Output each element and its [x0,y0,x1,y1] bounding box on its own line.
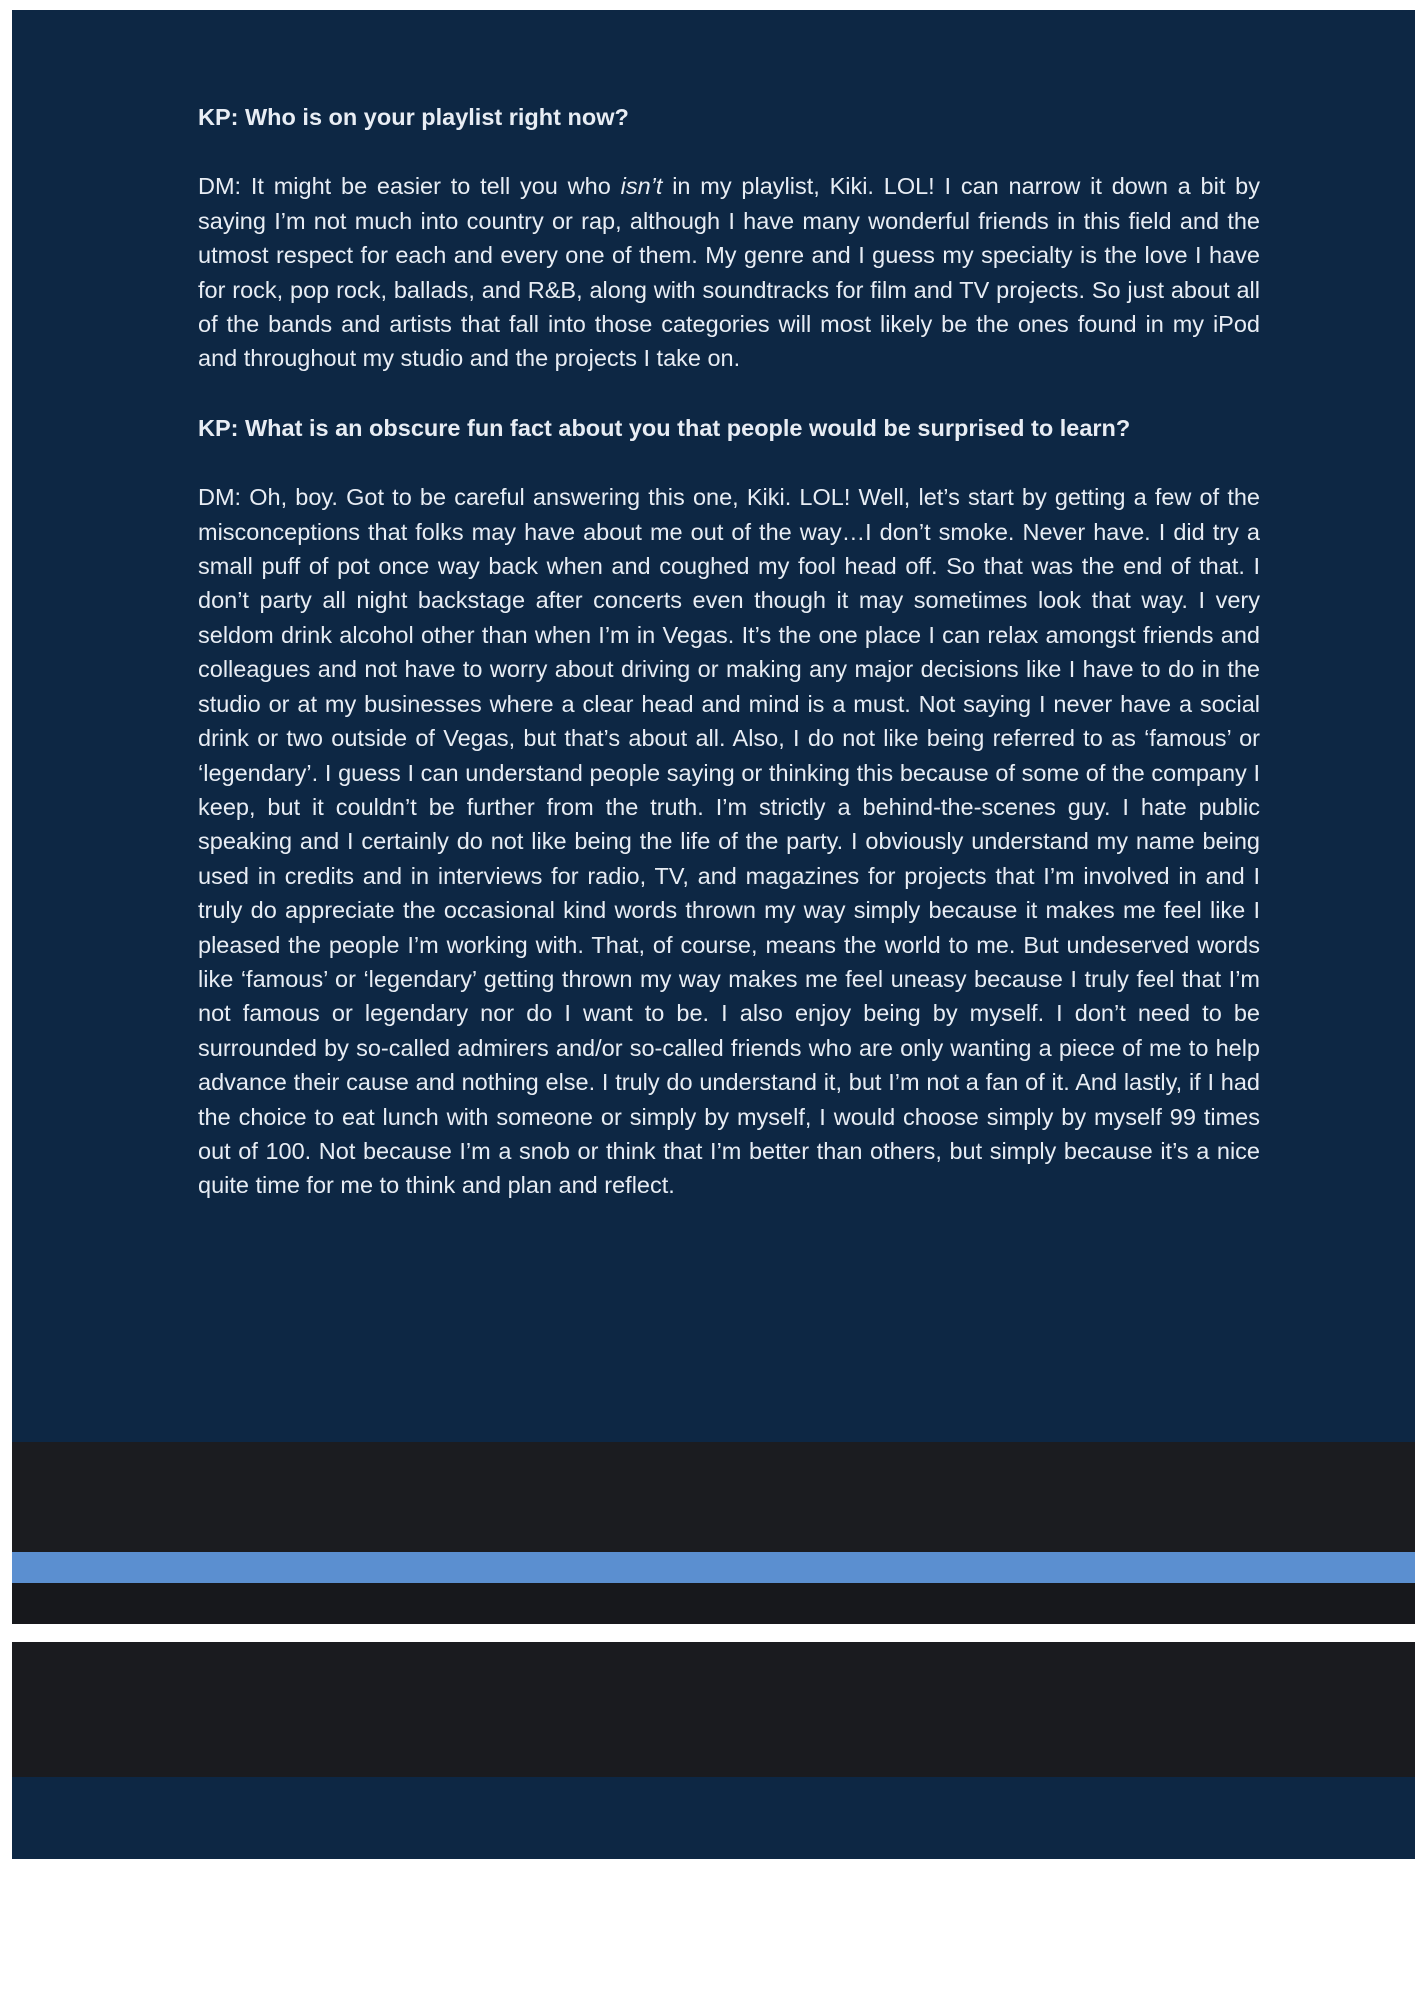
interview-content [198,100,1260,1238]
navy-band-bottom [12,1777,1415,1859]
dark-band-top [12,1442,1415,1552]
answer-playlist [198,169,1260,375]
answer-fun-fact: DM: Oh, boy. Got to be careful answering this one, Kiki. LOL! Well, let’s start by getting a few of the misconceptions that folks may have about me out of the way…I don’t smoke. Never have. I did try a small puff of pot once way back when and coughed my fool head off. So that was the end of that. I don’t party all night backstage after concerts even though it may sometimes look that way. I very seldom drink alcohol other than when I’m in Vegas. It’s the one place I can relax amongst friends and colleagues and not have to worry about driving or making any major decisions like I have to do in the studio or at my businesses where a clear head and mind is a must. Not saying I never have a social drink or two outside of Vegas, but that’s about all. Also, I do not like being referred to as ‘famous’ or ‘legendary’. I guess I can understand people saying or thinking this because of some of the company I keep, but it couldn’t be further from the truth. I’m strictly a behind-the-scenes guy. I hate public speaking and I certainly do not like being the life of the party. I obviously understand my name being used in credits and in interviews for radio, TV, and magazines for projects that I’m involved in and I truly do appreciate the occasional kind words thrown my way simply because it makes me feel like I pleased the people I’m working with. That, of course, means the world to me. But undeserved words like ‘famous’ or ‘legendary’ getting thrown my way makes me feel uneasy because I truly feel that I’m not famous or legendary nor do I want to be. I also enjoy being by myself. I don’t need to be surrounded by so-called admirers and/or so-called friends who are only wanting a piece of me to help advance their cause and nothing else. I truly do understand it, but I’m not a fan of it. And lastly, if I had the choice to eat lunch with someone or simply by myself, I would choose simply by myself 99 times out of 100. Not because I’m a snob or think that I’m better than others, but simply because it’s a nice quite time for me to think and plan and reflect. [198,484,1260,1199]
dark-band-middle [12,1583,1415,1624]
answer-playlist-emphasis: isn’t [620,173,663,200]
question-fun-fact: KP: What is an obscure fun fact about you that people would be surprised to learn? [198,414,1131,441]
answer-playlist-start: DM: It might be easier to tell you who [198,173,621,200]
answer-playlist-rest: in my playlist, Kiki. LOL! I can narrow it down a bit by saying I’m not much into country or rap, although I have many wonderful friends in this field and the utmost respect for each and every one of them. My genre and I guess my specialty is the love I have for rock, pop rock, ballads, and R&B, along with soundtracks for film and TV projects. So just about all of the bands and artists that fall into those categories will most likely be the ones found in my iPod and throughout my studio and the projects I take on. [198,173,1260,372]
question-playlist: KP: Who is on your playlist right now? [198,104,629,130]
blue-accent-stripe [12,1552,1415,1583]
dark-band-lower [12,1642,1415,1777]
white-gap-stripe [12,1624,1415,1642]
